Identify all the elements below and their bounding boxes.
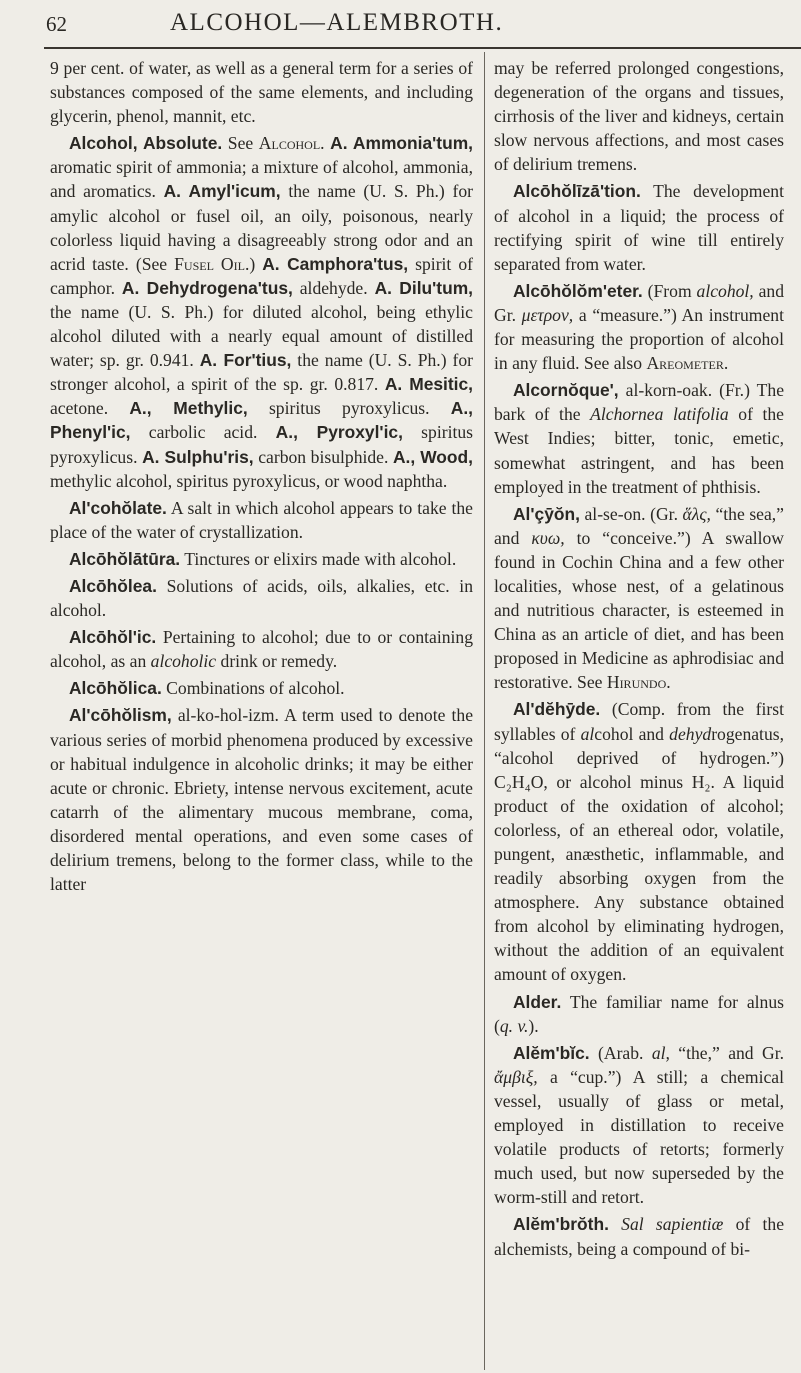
- dictionary-entry: [494, 990, 784, 1038]
- entry-headword: A. For'tius,: [199, 350, 292, 371]
- entry-text: Sal sapientiæ: [621, 1214, 724, 1235]
- entry-text: A salt in which alcohol appears to take the place of the water of crystallization.: [50, 497, 473, 542]
- entry-headword: A. Camphora'tus,: [262, 253, 409, 274]
- entry-headword: Alder.: [513, 991, 562, 1012]
- entry-text: Solutions of acids, oils, alkalies, etc. in alcohol.: [50, 575, 473, 621]
- dictionary-entry: [494, 697, 784, 986]
- entry-headword: Alcōhŏlea.: [69, 575, 157, 596]
- entry-text: al-korn-oak. (Fr.) The bark of the: [494, 380, 784, 425]
- entry-text: q. v.: [499, 1015, 529, 1036]
- entry-text: ἄμβιξ,: [494, 1066, 538, 1087]
- dictionary-entry: [494, 179, 784, 275]
- dictionary-entry: [494, 1041, 784, 1210]
- entry-headword: Alcornŏque',: [513, 380, 619, 401]
- entry-text: al,: [651, 1042, 670, 1063]
- entry-text: spiritus pyroxylicus.: [247, 398, 451, 419]
- entry-text: The familiar name for alnus (: [494, 991, 784, 1036]
- entry-text: Areometer.: [646, 353, 729, 374]
- entry-headword: A. Dilu'tum,: [374, 277, 473, 298]
- entry-headword: Alcōhŏlŏm'eter.: [513, 280, 643, 301]
- entry-text: al: [580, 723, 595, 744]
- entry-text: dehyd: [669, 723, 712, 744]
- entry-headword: A., Methylic,: [129, 398, 248, 419]
- entry-text: (Arab.: [589, 1042, 652, 1063]
- entry-headword: A. Sulphu'ris,: [142, 446, 254, 467]
- entry-text: “the sea,” and: [494, 503, 784, 548]
- entry-text: ἅλς,: [682, 503, 711, 524]
- entry-text: “the,” and Gr.: [669, 1042, 784, 1063]
- entry-text: κυω,: [531, 527, 565, 548]
- entry-text: ).: [528, 1015, 539, 1036]
- entry-text: a “measure.”) An instrument for measuring the proportion of alcohol in any fluid. See also: [494, 304, 784, 374]
- running-title: ALCOHOL—ALEMBROTH.: [170, 9, 504, 36]
- entry-text: Fusel Oil.: [174, 253, 250, 274]
- entry-text: of the West Indies; bitter, tonic, emetic, somewhat astringent, and has been employed in the treatment of phthisis.: [494, 404, 784, 497]
- entry-headword: Al'cohŏlate.: [69, 497, 167, 518]
- entry-text: and Gr.: [494, 280, 784, 325]
- entry-text: cohol and: [594, 723, 670, 744]
- entry-text: See: [222, 133, 259, 154]
- entry-text: (From: [642, 280, 697, 301]
- dictionary-entry: [494, 502, 784, 695]
- entry-text: carbon bisulphide.: [253, 446, 393, 467]
- entry-text: a “cup.”) A still; a chemical vessel, usually of glass or metal, employed in distillation to receive volatile products of retorts; formerly much used, but now superseded by the worm-still and retort.: [494, 1066, 784, 1208]
- entry-text: the name (U. S. Ph.) for amylic alcohol or fusel oil, an oily, poisonous, nearly colorless liquid having a disagreeably strong odor and an acrid taste. (See: [50, 181, 473, 274]
- left-column: [50, 56, 473, 896]
- entry-text: Combinations of alcohol.: [161, 678, 345, 699]
- entry-text: to “conceive.”) A swallow found in Cochin China and a few other localities, whose nest, of a gelatinous and nutritious character, is esteemed in China as an article of diet, and has been proposed in Medicine as aphrodisiac and restorative. See: [494, 527, 784, 693]
- entry-text: rogenatus, “alcohol deprived of hydrogen.”) C₂H₄O, or alcohol minus H₂. A liquid product of the oxidation of alcohol; colorless, of an ethereal odor, volatile, pungent, anæsthetic, inflammable, and readily absorbing oxygen from the atmosphere. Any substance obtained from alcohol by eliminating hydrogen, without the addition of an equivalent amount of oxygen.: [494, 723, 784, 985]
- entry-text: Tinctures or elixirs made with alcohol.: [180, 548, 457, 569]
- entry-headword: A., Wood,: [392, 446, 474, 467]
- entry-text: of the alchemists, being a compound of bi-: [494, 1214, 785, 1259]
- entry-headword: Al'cōhŏlism,: [69, 705, 172, 726]
- entry-text: μετρον,: [521, 304, 574, 325]
- entry-headword: Alcohol, Absolute.: [69, 133, 223, 154]
- entry-headword: Al'dĕhȳde.: [513, 699, 601, 720]
- entry-text: aldehyde.: [292, 277, 375, 298]
- dictionary-entry: [494, 1212, 784, 1260]
- right-column: [494, 56, 784, 1261]
- entry-headword: Alĕm'bĭc.: [513, 1042, 590, 1063]
- dictionary-entry: [50, 703, 473, 896]
- entry-headword: A. Ammonia'tum,: [330, 133, 473, 154]
- entry-headword: Alcōhŏlica.: [69, 678, 162, 699]
- entry-text: spiritus pyroxylicus.: [50, 422, 473, 467]
- column-divider: [484, 52, 485, 1370]
- entry-text: the name (U. S. Ph.) for stronger alcohol, a spirit of the sp. gr. 0.817.: [50, 350, 473, 395]
- entry-headword: A. Dehydrogena'tus,: [121, 277, 293, 298]
- header-rule: [44, 47, 801, 49]
- dictionary-entry: 9 per cent. of water, as well as a general term for a series of substances composed of the same elements, and including glycerin, phenol, mannit, etc.: [50, 58, 473, 127]
- entry-text: Alcohol.: [258, 133, 325, 154]
- entry-text: ): [249, 253, 263, 274]
- entry-text: al-se-on. (Gr.: [579, 503, 683, 524]
- dictionary-entry: [50, 496, 473, 544]
- entry-text: Alchornea latifolia: [590, 404, 729, 425]
- entry-text: al-ko-hol-izm. A term used to denote the various series of morbid phenomena produced by excessive or habitual indulgence in alcoholic drinks; it may be either acute or chronic. Ebriety, intense nervous excitement, acute catarrh of the alimentary mucous membrane, coma, disordered mental operations, and even some cases of delirium tremens, belong to the former class, while to the latter: [50, 705, 473, 895]
- dictionary-entry: [494, 279, 784, 375]
- entry-text: alcohol,: [696, 280, 754, 301]
- entry-text: carbolic acid.: [130, 422, 276, 443]
- dictionary-entry: [494, 378, 784, 498]
- dictionary-entry: may be referred prolonged congestions, degeneration of the organs and tissues, cirrhosis of the liver and kidneys, certain slow nervous affections, and most cases of delirium tremens.: [494, 58, 784, 175]
- dictionary-entry: [50, 574, 473, 622]
- entry-headword: A., Pyroxyl'ic,: [275, 422, 403, 443]
- entry-text: acetone.: [50, 398, 130, 419]
- entry-headword: Alcōhŏlīzā'tion.: [513, 181, 641, 202]
- entry-text: alcoholic: [150, 651, 217, 672]
- entry-text: Hirundo.: [606, 672, 671, 693]
- dictionary-entry: [50, 547, 473, 571]
- entry-text: Pertaining to alcohol; due to or containing alcohol, as an: [50, 627, 473, 672]
- entry-text: the name (U. S. Ph.) for diluted alcohol, being ethylic alcohol diluted with a nearly equal amount of distilled water; sp. gr. 0.941.: [50, 301, 473, 371]
- entry-text: The development of alcohol in a liquid; the process of rectifying spirit of wine till entirely separated from water.: [494, 181, 784, 274]
- entry-text: aromatic spirit of ammonia; a mixture of alcohol, ammonia, and aromatics.: [50, 157, 473, 202]
- entry-headword: Al'çȳŏn,: [513, 503, 580, 524]
- entry-text: drink or remedy.: [216, 651, 338, 672]
- dictionary-entry: [50, 676, 473, 700]
- page-number: 62: [46, 12, 67, 36]
- entry-text: [609, 1214, 621, 1234]
- entry-headword: Alcōhŏlātūra.: [69, 548, 181, 569]
- entry-text: spirit of camphor.: [50, 253, 473, 298]
- entry-text: methylic alcohol, spiritus pyroxylicus, or wood naphtha.: [50, 470, 448, 491]
- dictionary-entry: [50, 625, 473, 673]
- entry-text: (Comp. from the first syllables of: [494, 699, 784, 744]
- entry-headword: Alcōhŏl'ic.: [69, 627, 157, 648]
- dictionary-entry: [50, 131, 473, 492]
- entry-headword: A., Phenyl'ic,: [50, 398, 473, 443]
- entry-headword: Alĕm'brŏth.: [513, 1214, 609, 1235]
- entry-headword: A. Amyl'icum,: [163, 181, 281, 202]
- entry-headword: A. Mesitic,: [384, 374, 474, 395]
